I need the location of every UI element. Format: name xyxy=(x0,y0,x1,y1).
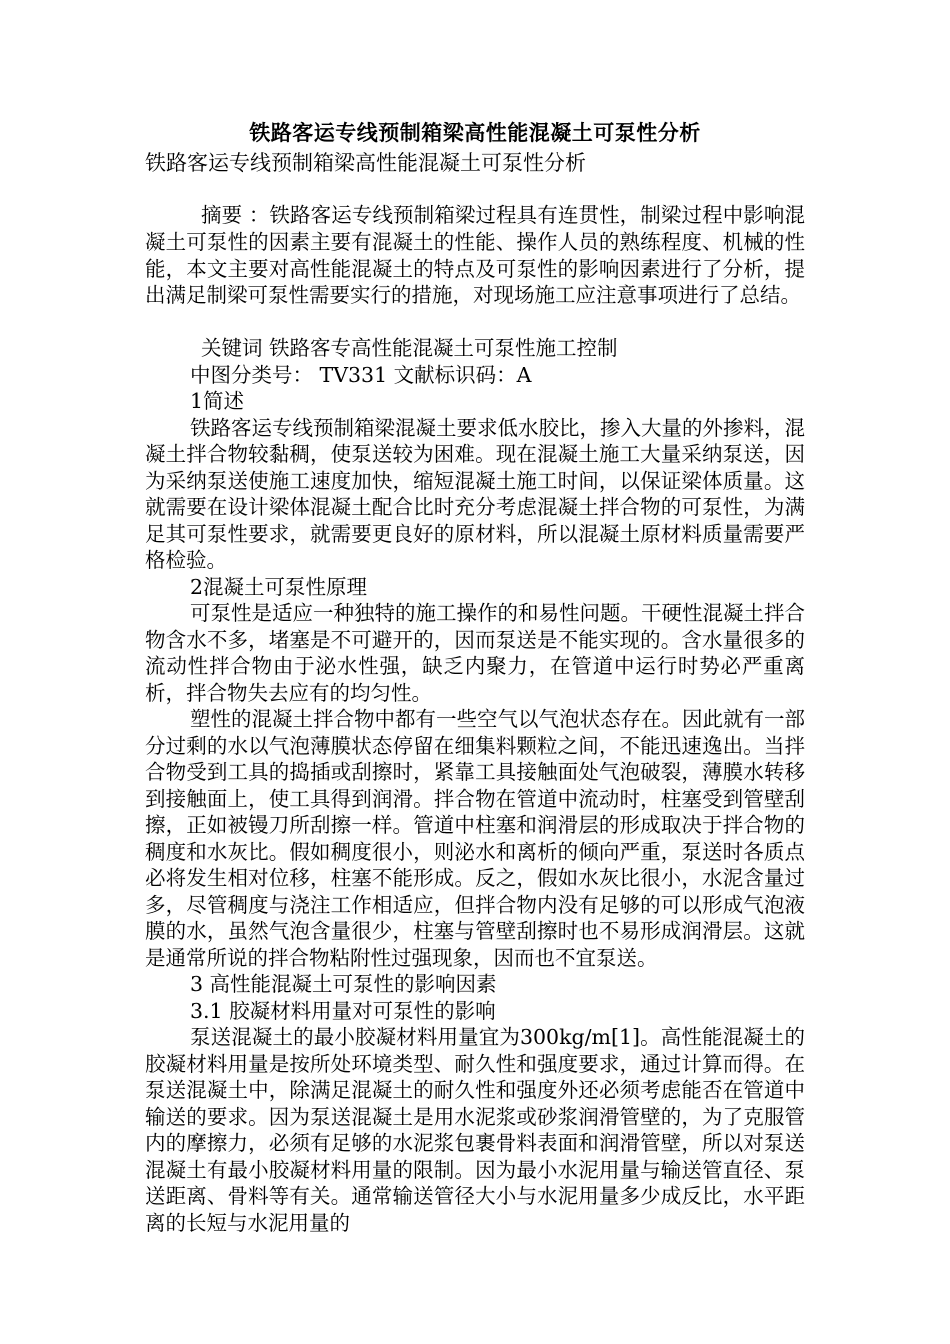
document-subtitle: 铁路客运专线预制箱梁高性能混凝土可泵性分析 xyxy=(145,151,586,175)
body-paragraph: 塑性的混凝土拌合物中都有一些空气以气泡状态存在。因此就有一部分过剩的水以气泡薄膜状态停留在细集料颗粒之间，不能迅速逸出。当拌合物受到工具的捣插或刮擦时，紧靠工具接触面处气泡破裂，薄膜水转移到接触面上，使工具得到润滑。拌合物在管道中流动时，柱塞受到管壁刮擦，正如被镘刀所刮擦一样。管道中柱塞和润滑层的形成取决于拌合物的稠度和水灰比。假如稠度很小，则泌水和离析的倾向严重，泵送时各质点必将发生相对位移，柱塞不能形成。反之，假如水灰比很小，水泥含量过多，尽管稠度与浇注工作相适应，但拌合物内没有足够的可以形成气泡液膜的水，虽然气泡含量很少，柱塞与管壁刮擦时也不易形成润滑层。这就是通常所说的拌合物粘附性过强现象，因而也不宜泵送。 xyxy=(145,707,805,970)
document-page xyxy=(145,118,805,1236)
document-title: 铁路客运专线预制箱梁高性能混凝土可泵性分析 xyxy=(249,120,701,145)
section-heading: 2混凝土可泵性原理 xyxy=(190,574,368,599)
section-heading: 1简述 xyxy=(190,389,245,414)
classification-line: 中图分类号： TV331 文献标识码：A xyxy=(190,362,532,387)
subsection-heading: 3.1 胶凝材料用量对可泵性的影响 xyxy=(190,998,496,1023)
body-paragraph: 可泵性是适应一种独特的施工操作的和易性问题。干硬性混凝土拌合物含水不多，堵塞是不可避开的，因而泵送是不能实现的。含水量很多的流动性拌合物由于泌水性强，缺乏内聚力，在管道中运行时势必严重离析，拌合物失去应有的均匀性。 xyxy=(145,601,805,705)
section-heading: 3 高性能混凝土可泵性的影响因素 xyxy=(190,972,497,997)
keywords-line: 关键词 铁路客专高性能混凝土可泵性施工控制 xyxy=(201,336,618,361)
body-paragraph: 铁路客运专线预制箱梁混凝土要求低水胶比，掺入大量的外掺料，混凝土拌合物较黏稠，使泵送较为困难。现在混凝土施工大量采纳泵送，因为采纳泵送使施工速度加快，缩短混凝土施工时间，以保证梁体质量。这就需要在设计梁体混凝土配合比时充分考虑混凝土拌合物的可泵性，为满足其可泵性要求，就需要更良好的原材料，所以混凝土原材料质量需要严格检验。 xyxy=(145,415,805,573)
abstract-paragraph: 摘要 ：铁路客运专线预制箱梁过程具有连贯性，制梁过程中影响混凝土可泵性的因素主要有混凝土的性能、操作人员的熟练程度、机械的性能，本文主要对高性能混凝土的特点及可泵性的影响因素进行了分析，提出满足制梁可泵性需要实行的措施，对现场施工应注意事项进行了总结。 xyxy=(145,203,805,308)
body-paragraph: 泵送混凝土的最小胶凝材料用量宜为300kg/m[1]。高性能混凝土的胶凝材料用量是按所处环境类型、耐久性和强度要求，通过计算而得。在泵送混凝土中，除满足混凝土的耐久性和强度外还必须考虑能否在管道中输送的要求。因为泵送混凝土是用水泥浆或砂浆润滑管壁的，为了克服管内的摩擦力，必须有足够的水泥浆包裹骨料表面和润滑管壁，所以对泵送混凝土有最小胶凝材料用量的限制。因为最小水泥用量与输送管直径、泵送距离、骨料等有关。通常输送管径大小与水泥用量多少成反比，水平距离的长短与水泥用量的 xyxy=(145,1025,805,1235)
